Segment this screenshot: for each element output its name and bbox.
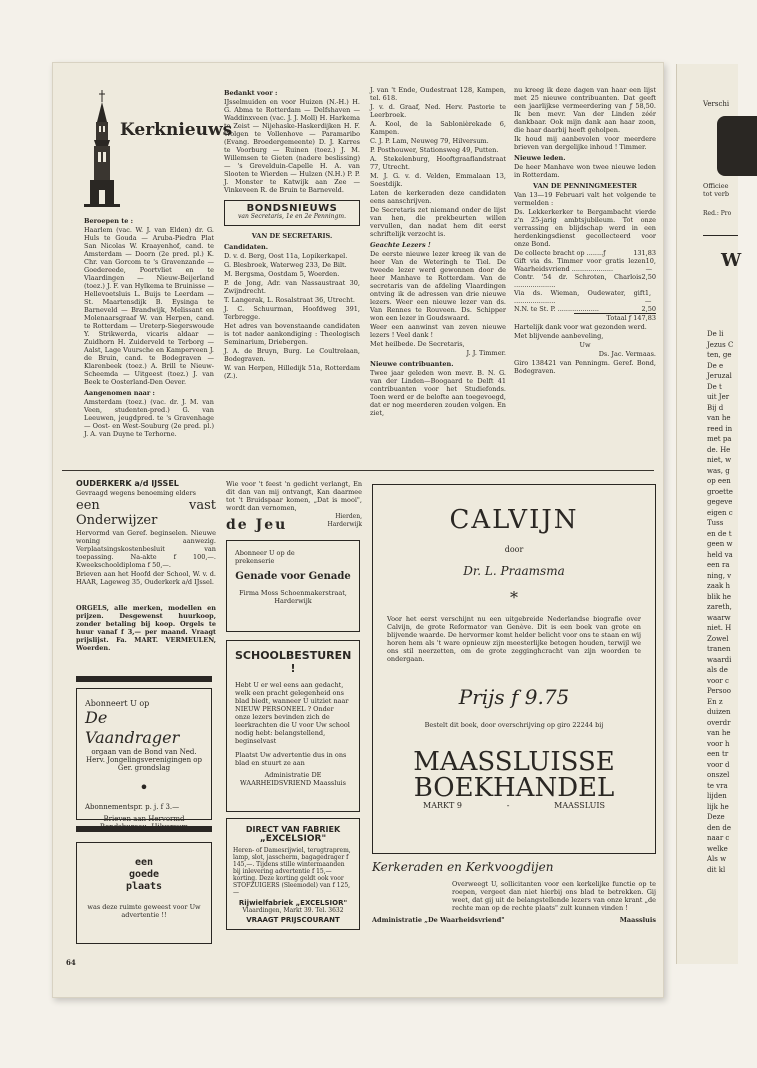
ad-kerkeraden: Kerkeraden en Kerkvoogdijen Overweegt U, sollicitanten voor een kerkelijke functie op te roepen, vergeet dan niet hierbij ons blad te betrekken. Gij weet, dat gij uit de belangstellende lezers van onze krant „de rechte man op de rechte plaats" zult kunnen vinden ! Administratie „De Waarheidsvriend" Maassluis [372, 860, 656, 924]
candidate-15: M. J. G. v. d. Velden, Emmalaan 13, Soestdijk. [370, 172, 506, 188]
next-page-line: een ra [707, 561, 730, 569]
ad-bar [76, 676, 212, 682]
ad-excelsior: DIRECT VAN FABRIEK „EXCELSIOR" Heren- of Damesrijwiel, terugtraprem, lamp, slot, jasscherm, bagagedrager f 145,—. Tijdens stille wintermaanden bij inlevering advertentie f 15,— korting. Deze korting geldt ook voor STOFZUIGERS (Sleemodel) van f 125,— Rijwielfabriek „EXCELSIOR" Vlaardingen, Markt 39. Tel. 3632 VRAAGT PRIJSCOURANT [226, 818, 360, 930]
text-aanbevolen: Ik houd mij aanbevolen voor meerdere brieven van dergelijke inhoud ! Timmer. [514, 135, 656, 151]
next-page-line: En z [707, 697, 723, 706]
next-page-line: gegeve [707, 498, 733, 506]
candidate-note: Het adres van bovenstaande candidaten is tot nader aankondiging : Theologisch Seminarium, Driebergen. [224, 322, 360, 346]
column-1 [84, 214, 214, 439]
column-4 [514, 86, 656, 376]
next-page-line: lijk he [707, 802, 729, 811]
candidate-2: G. Blesbroek, Waterweg 233, De Bilt. [224, 261, 347, 269]
next-page-line: Als w [707, 855, 727, 863]
next-page-line: op een [707, 477, 731, 485]
next-page-line: dit kl [707, 865, 726, 874]
candidate-4: P. de Jong, Adr. van Nassaustraat 30, Zwijndrecht. [224, 279, 360, 295]
candidate-6: J. C. Schuurman, Hoofdweg 391, Terbregge. [224, 305, 360, 321]
section-divider [62, 470, 654, 471]
text-giro: Giro 138421 van Penningm. Geref. Bond, Bodegraven. [514, 359, 656, 375]
column-3 [370, 86, 506, 418]
text-jubileum: Ds. Lekkerkerker te Bergambacht vierde z'n 25-jarig ambtsjubileum. Tot onze verrassing en blijdschap werd in een herdenkingsdienst gecollecteerd voor onze Bond. [514, 208, 656, 248]
page-number: 64 [66, 958, 76, 967]
text-secretaris-note: De Secretaris zet niemand onder de lijst van hen, die prekbeurten willen vervullen, dan nadat hem dit eerst schriftelijk verzocht is. [370, 206, 506, 238]
next-page-line: den de [707, 823, 731, 832]
bondsnieuws-title: BONDSNIEUWS [246, 203, 338, 214]
next-page-line: uit Jer [707, 393, 730, 401]
heading-nieuwe-leden: Nieuwe leden. [514, 154, 566, 162]
next-page-line: blik he [707, 592, 732, 601]
ledger-total: Totaal ƒ 147,83 [574, 313, 656, 322]
next-page-line: voor c [707, 676, 729, 685]
next-page-line: de. He [707, 445, 731, 454]
heading-bedankt: Bedankt voor : [224, 89, 278, 97]
next-page-line: Jeruzal [707, 372, 732, 380]
ad-de-jeu: Wie voor 't feest 'n gedicht verlangt, En dit dan van mij ontvangt, Kan daarmee tot 't Bruidspaar komen, „Dat is mooi", wordt dan vernomen, de Jeu Hierden, Harderwijk [226, 480, 362, 533]
next-page-line: naar c [707, 834, 730, 842]
column-2 [224, 86, 360, 381]
ad-calvijn: CALVIJN door Dr. L. Praamsma * Voor het eerst verschijnt nu een uitgebreide Nederlandse biografie over Calvijn, de grote Reformator van Genève. Dit is een boek van grote en blijvende waarde. De hervormer komt helder belicht voor ons te staan en wij horen hem als 't ware opnieuw zijn meesterlijke betogen houden, terwijl we ons stil neerzetten, om de grote zegginghcracht van zijn woorden te ondergaan. Prijs f 9.75 Bestelt dit boek, door overschrijving op giro 22244 bij MAASSLUISSE BOEKHANDEL MARKT 9 - MAASSLUIS [372, 484, 656, 854]
next-page-line: voor d [707, 760, 730, 769]
candidate-8: W. van Herpen, Hilledijk 51a, Rotterdam (Z.). [224, 364, 360, 380]
section-title-kerknieuws: Kerknieuws [120, 120, 233, 140]
next-page-line: De e [707, 361, 724, 370]
bondsnieuws-subtitle: van Secretaris, 1e en 2e Penningm. [238, 213, 346, 220]
next-page-line: Tuss [707, 519, 724, 527]
text-bedankt: IJsselmuiden en voor Huizen (N.-H.) H. G. Abma te Rotterdam — Delfshaven — Waddinxveen (vac. J. J. Moll) H. Harkema te Zeist — Nijehaske-Haskerdijken H. F. Wolgen te Vollenhove — Paramaribo (Evang. Broedergemeente) D. J. Karres te Voorburg — Ruinen (toez.) J. M. Willemsen te Gieten (nadere beslissing) — 's Grevelduin-Capelle H. A. van Slooten te Wierden — Hulzen (N.H.) P. P. J. Monster te Katwijk aan Zee — Vinkeveen R. de Bruin te Barneveld. [224, 98, 360, 194]
next-page-line: onszel [707, 771, 730, 779]
next-page-line: van he [707, 414, 731, 422]
ledger-row: N.N. te St. P. .................... 2,50 [514, 305, 656, 313]
next-page-line: en de t [707, 529, 732, 538]
next-page-line: Zowel [707, 634, 729, 643]
candidate-11: A. Kool, de la Sablonièrekade 6, Kampen. [370, 120, 506, 136]
next-page-line: lijden [707, 792, 727, 800]
next-page-edge: Verschi Officiee tot verb Red.: Pro W De li Jezus C ten, ge De e Jeruzal De t uit Jer Bij d van he reed in met pa de. He niet, w was, g op een groette gegeve eigen c Tuss en de t geen w held va een ra ning, v zaak h blik he zareth, waarw niet. H Zowel tranen waardi als de voor c Persoo En z duizen overdr van he voor h een tr voor d onszel te vra lijden lijk he Deze den de naar c welke Als w dit kl [676, 64, 738, 964]
heading-aangenomen: Aangenomen naar : [84, 389, 155, 397]
church-tower-icon [84, 88, 120, 212]
next-page-line: waardi [707, 655, 732, 664]
next-page-line: De li [707, 330, 724, 338]
next-page-line: ten, ge [707, 351, 732, 359]
text-lijst: nu kreeg ik deze dagen van haar een lijst met 25 nieuwe contribuanten. Dat geeft een jaarlijkse vermeerdering van ƒ 58,50. Ik ben mevr. Van der Linden zéér dankbaar. Ook mijn dank aan haar zoon, die haar daarbij heeft geholpen. [514, 86, 656, 134]
signature-timmer: J. J. Timmer. [466, 349, 506, 357]
next-page-line: groette [707, 487, 733, 496]
next-page-line: overdr [707, 718, 731, 727]
next-page-line: te vra [707, 781, 728, 790]
next-page-line: waarw [707, 613, 731, 622]
candidate-7: J. A. de Bruyn, Burg. Le Coultrelaan, Bodegraven. [224, 347, 360, 363]
ledger-row: De collecte bracht op ........ƒ 131,83 [514, 249, 656, 257]
ledger-row: Contr. '54 dr. Schroten, Charlois .................... 2,50 [514, 273, 656, 289]
next-page-line: eigen c [707, 508, 733, 517]
ad-schoolbesturen: SCHOOLBESTUREN ! Hebt U er wel eens aan gedacht, welk een pracht gelegenheid ons blad biedt, wanneer U uitziet naar NIEUW PERSONEEL ? Onder onze lezers bevinden zich de leerkrachten die U voor Uw school nodig hebt: belangstellend, beginselvast Plaatst Uw advertentie dus in ons blad en stuurt ze aan Administratie DE WAARHEIDSVRIEND Maassluis [226, 640, 360, 812]
calvijn-price: Prijs f 9.75 [458, 685, 570, 709]
candidate-3: M. Bergsma, Oostdam 5, Woerden. [224, 270, 340, 278]
next-page-line: Bij d [707, 403, 724, 412]
ledger-row: Via ds. Wieman, Oudewater, gift .................... 1,— [514, 289, 652, 305]
text-dank: Hartelijk dank voor wat gezonden werd. [514, 323, 647, 331]
text-aangenomen: Amsterdam (toez.) (vac. dr. J. M. van Veen, studenten-pred.) G. van Leeuwen, jeugdpred. te 's Gravenhage — Oost- en West-Souburg (2e pred. pl.) J. A. van Duyne te Terhorne. [84, 398, 214, 438]
candidate-9: J. van 't Ende, Oudestraat 128, Kampen, tel. 618. [370, 86, 506, 102]
heading-secretaris: VAN DE SECRETARIS. [251, 232, 333, 240]
next-page-line: van he [707, 729, 731, 737]
heading-candidaten: Candidaten. [224, 243, 269, 251]
next-page-line: duizen [707, 708, 731, 716]
next-page-line: was, g [707, 466, 730, 475]
text-nieuwe-leden: De heer Manhave won twee nieuwe leden in Rotterdam. [514, 163, 656, 179]
ad-ouderkerk: OUDERKERK a/d IJSSEL Gevraagd wegens benoeming elders een vast Onderwijzer Hervormd van Geref. beginselen. Nieuwe woning aanwezig. Verplaatsingskostenbesluit van toepassing. Na-akte f 100,—. Kweekschooldiploma f 50,—. Brieven aan het Hoofd der School, W. v. d. HAAR, Lageweg 35, Ouderkerk a/d IJssel. [76, 479, 216, 586]
ad-vaandrager: Abonneert U op De Vaandrager orgaan van de Bond van Ned. Herv. Jongelingsverenigingen op Ger. grondslag • Abonnementspr. p. j. f 3.— Brieven aan Hervormd [76, 688, 212, 820]
next-page-line: voor h [707, 739, 730, 748]
next-page-line: niet, w [707, 456, 732, 464]
signature-vermaas: Ds. Jac. Vermaas. [598, 350, 656, 358]
next-page-line: met pa [707, 435, 732, 443]
candidate-14: A. Stekelenburg, Hooftgraaflandstraat 77, Utrecht. [370, 155, 506, 171]
ad-goede-plaats: een goede plaats was deze ruimte geweest voor Uw advertentie !! [76, 842, 212, 944]
next-page-line: reed in [707, 424, 733, 433]
text-aanbeveling: Met blijvende aanbeveling, [514, 332, 604, 340]
next-page-line: tranen [707, 645, 731, 653]
ledger-row: Gift via ds. Timmer voor gratis lezen Waarheidsvriend .................... 10,— [514, 257, 656, 273]
next-page-line: zareth, [707, 603, 732, 611]
next-page-line: niet. H [707, 624, 732, 632]
next-page-line: Persoo [707, 687, 731, 695]
ad-bar [76, 826, 212, 832]
candidate-10: J. v. d. Graaf, Ned. Herv. Pastorie te Leerbroek. [370, 103, 506, 119]
candidate-12: C. J. P. Lam, Neuweg 79, Hilversum. [370, 137, 489, 145]
calvijn-author: Dr. L. Praamsma [463, 564, 565, 578]
text-laten: Laten de kerkeraden deze candidaten eens aanschrijven. [370, 189, 506, 205]
next-page-line: Deze [707, 813, 725, 821]
next-page-line: De t [707, 382, 722, 391]
text-lezers: De eerste nieuwe lezer kreeg ik van de heer Van de Weteringh te Tiel. De tweede lezer werd gewonnen door de heer Manhave te Rotterdam. Van de secretaris van de afdeling Vlaardingen ontving ik de adressen van drie nieuwe lezers. Weer een nieuwe lezer van ds. Van Rennes te Rouveen. Ds. Schipper won een lezer in Goudswaard. [370, 250, 506, 322]
text-heilbede: Met heilbede. De Secretaris, [370, 340, 465, 348]
ad-orgels: ORGELS, alle merken, modellen en prijzen. Desgewenst huurkoop, zonder betaling bij koop. Orgels te huur vanaf f 3,— per maand. Vraagt prijslijst. Fa. MART. VERMEULEN, Woerden. [76, 604, 216, 652]
candidate-1: D. v. d. Berg, Oost 11a, Lopikerkapel. [224, 252, 348, 260]
heading-penningmeester: VAN DE PENNINGMEESTER [533, 182, 637, 190]
next-page-logo [717, 116, 757, 176]
next-page-text [677, 271, 738, 875]
next-page-line: geen w [707, 540, 733, 548]
heading-beroepen: Beroepen te : [84, 217, 133, 225]
candidate-13: P. Posthouwer, Stationsweg 49, Putten. [370, 146, 499, 154]
next-page-line: een tr [707, 750, 729, 758]
text-uw: Uw [579, 341, 591, 349]
text-aanwinst: Weer een aanwinst van zeven nieuwe lezers ! Veel dank ! [370, 323, 506, 339]
next-page-line: Jezus C [707, 340, 734, 349]
next-page-line: welke [707, 844, 728, 853]
next-page-line: held va [707, 550, 733, 559]
ad-genade: Abonneer U op de prekenserie Genade voor Genade Firma Moss Schoenmakerstraat, Harderwijk [226, 540, 360, 632]
text-beroepen: Haarlem (vac. W. J. van Elden) dr. G. Huls te Gouda — Aruba-Piedra Plat San Nicolas W. Kraayenhof, cand. te Amsterdam — Doorn (2e pred. pl.) K. Chr. van Gorcom te 's Gravenzande — Goedereede, Poortvliet en te Vlaardingen — Nieuw-Beijerland (toez.) J. F. van Hylkema te Bruinisse — Hellevoetsluis L. Buijs te Leerdam — St. Maartensdijk B. Eysinga te Barneveld — Brandwijk, Melissant en Molenaarsgraaf W. van Herpen, cand. te Rotterdam — Ureterp-Siegerswoude Y. Strikwerda, vicaris aldaar — Zuidhorn H. Zuiderveld te Terborg — Aalst, Lage Vuursche en Kamperveen J. de Bruin, cand. te Bodegraven — Klarenbeek (toez.) A. Brill te Nieuw-Scheemda — Uitgeest (toez.) J. van Beek te Oosterland-Den Oever. [84, 226, 214, 386]
calvijn-title: CALVIJN [449, 505, 579, 535]
text-contribuanten: Twee jaar geleden won mevr. B. N. G. van der Linden—Boogaard te Delft 41 contribuanten voor het Studiefonds. Toen werd er de belofte aan toegevoegd, dat er nog meerderen zouden volgen. En ziet, [370, 369, 506, 417]
next-page-line: als de [707, 666, 728, 674]
next-page-line: ning, v [707, 571, 732, 580]
bondsnieuws-banner [224, 200, 360, 226]
heading-contribuanten: Nieuwe contribuanten. [370, 360, 454, 368]
text-februari: Van 13—19 Februari valt het volgende te vermelden : [514, 191, 656, 207]
next-page-line: zaak h [707, 582, 731, 590]
heading-geachte-lezers: Geachte Lezers ! [370, 241, 431, 249]
candidate-5: T. Langerak, L. Rosalstraat 36, Utrecht. [224, 296, 355, 304]
